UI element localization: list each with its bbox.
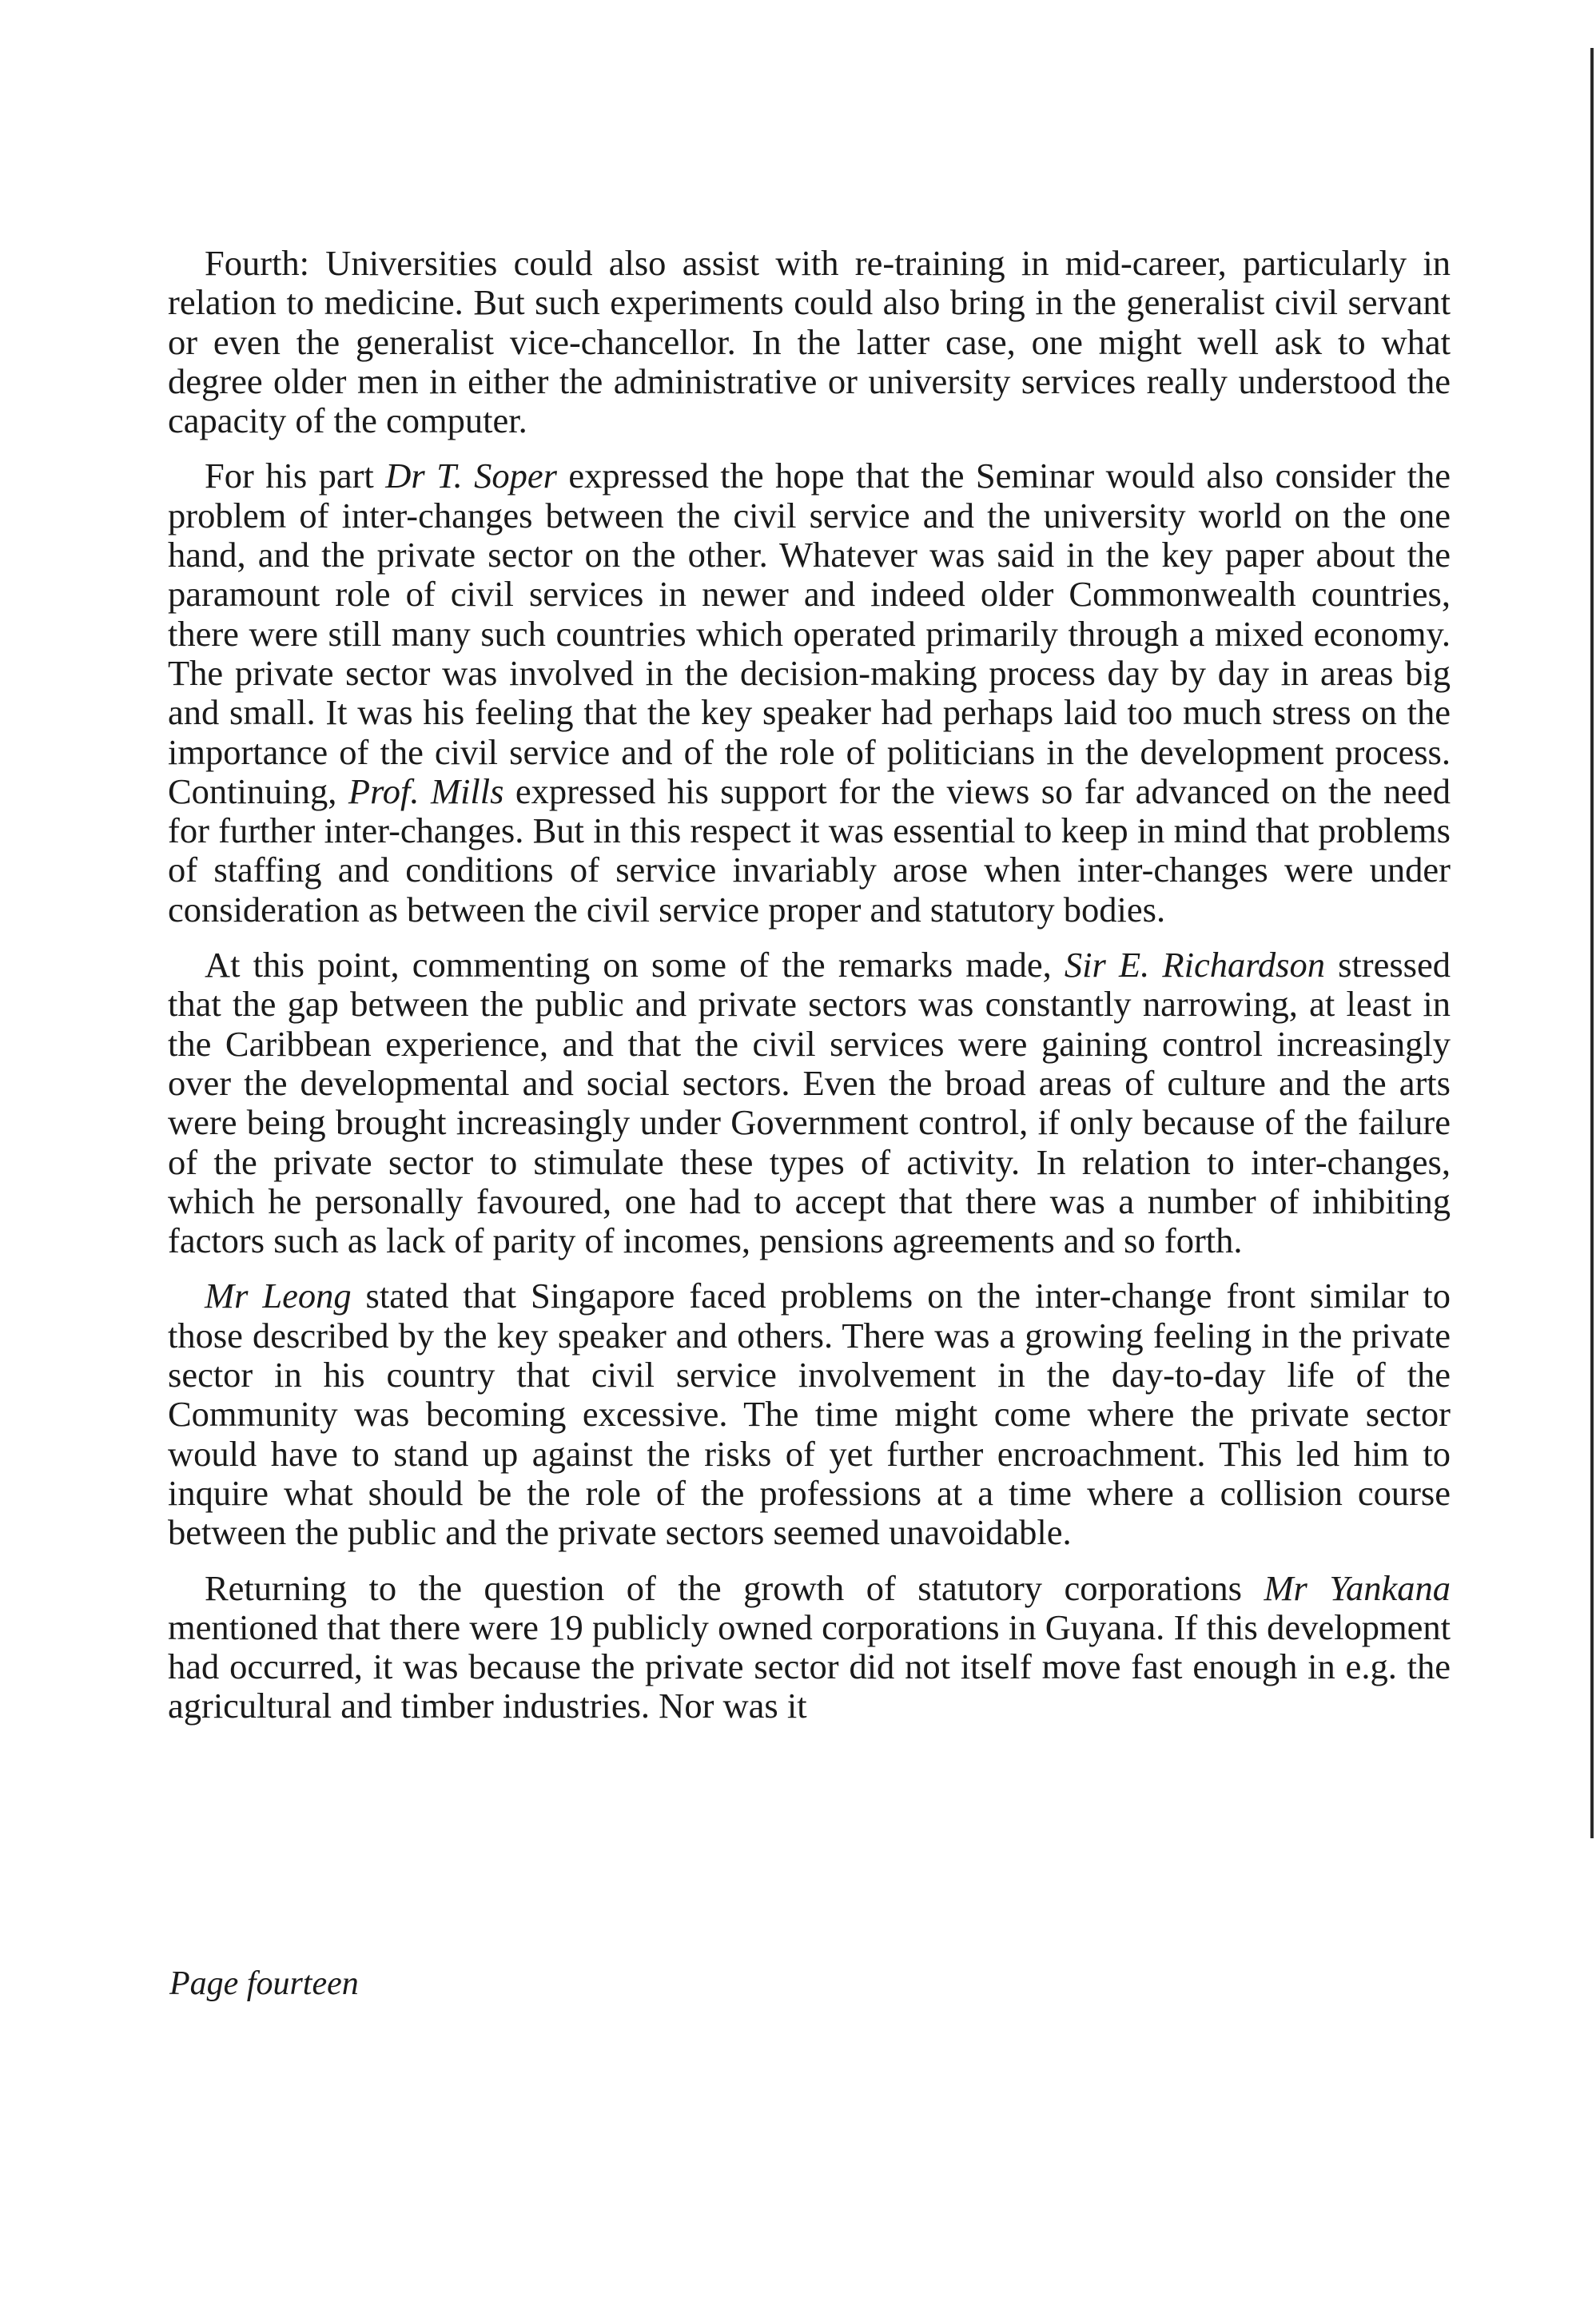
speaker-name: Dr T. Soper [385, 456, 557, 496]
page-number-label: Page fourteen [169, 1965, 359, 2002]
paragraph-text: mentioned that there were 19 publicly owned corporations in Guyana. If this development had occurred, it was because the private sector did not itself move fast enough in e.g. the agricultural and timber industries. Nor was it [168, 1606, 1451, 1726]
paragraph-text: Returning to the question of the growth of statutory corporations [205, 1567, 1264, 1608]
speaker-name: Sir E. Richardson [1064, 945, 1325, 985]
paragraph-text: expressed his support for the views so far advanced on the need for further inter-changes. But in this respect it was essential to keep in mind that problems of staffing and conditions of service invariably arose when inter-changes were under consideration as between the civil service proper and statutory bodies. [168, 770, 1451, 930]
paragraph-text: For his part [205, 456, 386, 496]
body-text [168, 244, 1451, 1742]
paragraph-text: expressed the hope that the Seminar would also consider the problem of inter-changes between the civil service and the university world on the one hand, and the private sector on the other. Whatever was said in the key paper about the paramount role of civil services in newer and indeed older Commonwealth countries, there were still many such countries which operated primarily through a mixed economy. The private sector was involved in the decision-making process day by day in areas big and small. It was his feeling that the key speaker had perhaps laid too much stress on the importance of the civil service and of the role of politicians in the development process. Continuing, [168, 456, 1451, 811]
speaker-name: Mr Yankana [1264, 1567, 1451, 1608]
speaker-name: Prof. Mills [348, 770, 504, 811]
paragraph-4 [168, 1276, 1451, 1552]
paragraph-1 [168, 244, 1451, 440]
paragraph-text: stressed that the gap between the public and private sectors was constantly narrowing, at least in the Caribbean experience, and that the civil services were gaining control increasingly over the developmental and social sectors. Even the broad areas of culture and the arts were being brought increasingly under Government control, if only because of the failure of the private sector to stimulate these types of activity. In relation to inter-changes, which he personally favoured, one had to accept that there was a number of inhibiting factors such as lack of parity of incomes, pensions agreements and so forth. [168, 945, 1451, 1261]
paragraph-5 [168, 1569, 1451, 1726]
paragraph-2 [168, 456, 1451, 930]
paragraph-3 [168, 946, 1451, 1260]
paragraph-text: stated that Singapore faced problems on the inter-change front similar to those described by the key speaker and others. There was a growing feeling in the private sector in his country that civil service involvement in the day-to-day life of the Community was becoming excessive. The time might come where the private sector would have to stand up against the risks of yet further encroachment. This led him to inquire what should be the role of the professions at a time where a collision course between the public and the private sectors seemed unavoidable. [168, 1276, 1451, 1553]
paragraph-text: At this point, commenting on some of the remarks made, [205, 945, 1065, 985]
speaker-name: Mr Leong [205, 1276, 352, 1316]
page-edge-shadow [1590, 48, 1594, 1838]
paragraph-text: Fourth: Universities could also assist with re-training in mid-career, particularly in relation to medicine. But such experiments could also bring in the generalist civil servant or even the generalist vice-chancellor. In the latter case, one might well ask to what degree older men in either the administrative or university services really understood the capacity of the computer. [168, 243, 1451, 441]
